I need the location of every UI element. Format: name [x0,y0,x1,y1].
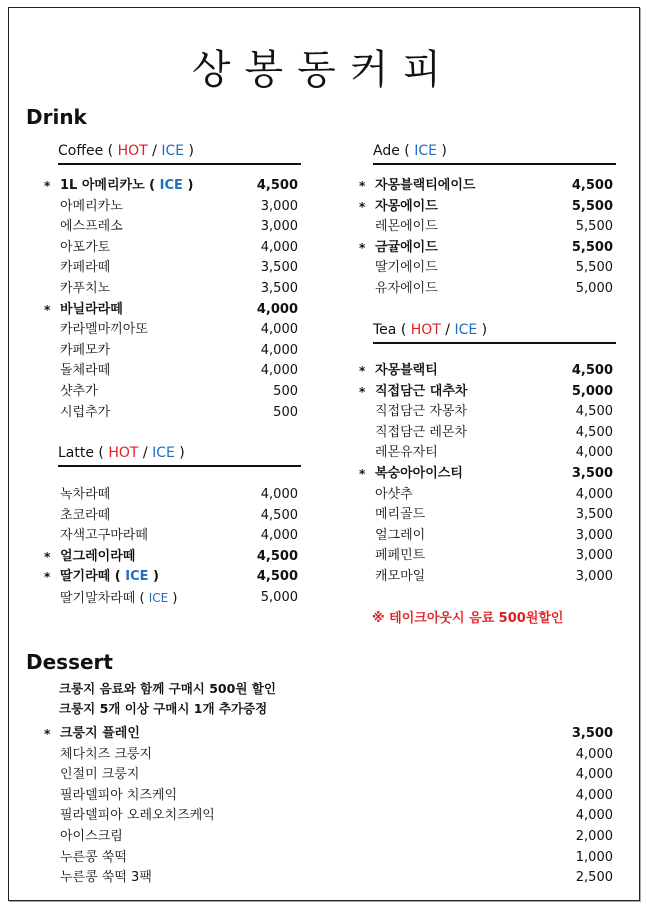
menu-item-row [44,485,298,505]
item-price: 3,000 [575,569,613,584]
item-price: 3,000 [260,198,298,214]
item-price: 4,000 [260,322,298,338]
item-name: 시럽추가 [60,404,111,420]
item-name-wrap [375,485,413,505]
item-name-wrap [60,320,148,340]
item-name: 누른콩 쑥떡 [60,849,127,865]
item-name: 자몽블랙티에이드 [375,178,476,193]
item-name: 1L 아메리카노 [60,178,145,193]
item-name-wrap [60,806,215,826]
item-name-wrap [60,217,123,237]
menu-item-row [359,176,613,196]
item-price: 4,000 [260,239,298,255]
item-name: 카페모카 [60,342,111,358]
item-name-wrap [60,786,177,806]
recommended-mark: * [44,302,51,317]
item-price: 3,500 [260,260,298,276]
item-price: 2,000 [575,829,613,844]
ade-subheading: Ade ( ICE ) [373,143,616,165]
item-name-wrap [60,848,127,868]
item-price: 1,000 [575,849,613,865]
menu-item-row [44,403,298,423]
menu-item-row [44,526,298,546]
item-price: 3,500 [575,507,613,523]
item-name-wrap [375,423,467,443]
coffee-subheading: Coffee ( HOT / ICE ) [58,143,301,165]
item-price: 4,000 [575,746,613,762]
item-name-wrap [60,547,135,567]
menu-item-row [44,506,298,526]
menu-item-row [359,402,613,422]
item-name: 초코라떼 [60,507,111,523]
dessert-heading: Dessert [26,650,113,674]
menu-item-row [359,505,613,525]
item-name: 캐모마일 [375,569,426,584]
item-name-wrap [60,341,110,361]
item-price: 4,000 [575,767,613,783]
menu-item-row [44,567,298,587]
item-name: 에스프레소 [60,219,123,235]
tea-subheading: Tea ( HOT / ICE ) [373,322,616,344]
item-name-wrap [60,868,152,888]
item-price: 3,500 [260,281,298,296]
recommended-mark: * [359,384,366,399]
item-name-wrap [375,382,467,402]
item-price: 4,500 [260,507,298,523]
item-price: 3,500 [571,466,613,481]
item-name-wrap [60,197,123,217]
item-price: 5,500 [571,198,613,214]
item-name-wrap [375,258,438,278]
item-name: 녹차라떼 [60,487,111,502]
menu-item-row [44,745,613,765]
item-name: 직접담근 레몬차 [375,424,468,440]
item-price: 4,000 [575,787,613,803]
item-name: 아포가토 [60,239,111,255]
item-name-wrap [60,765,139,785]
item-name-wrap [60,361,110,381]
menu-item-row [44,868,613,888]
item-price: 4,000 [260,363,298,379]
menu-item-row [359,382,613,402]
item-name: 체다치즈 크룽지 [60,746,153,762]
item-name: 복숭아아이스티 [375,466,463,481]
item-price: 4,000 [260,487,298,502]
item-name: 카푸치노 [60,281,111,296]
item-name-wrap [60,526,148,546]
menu-item-row [359,443,613,463]
menu-item-row [44,279,298,299]
item-name: 직접담근 자몽차 [375,404,468,420]
item-name: 유자에이드 [375,281,438,296]
item-name-wrap [375,546,425,566]
page-title: 상봉동커피 [191,47,456,93]
menu-item-row [44,217,298,237]
recommended-mark: * [359,364,366,378]
item-name: 금귤에이드 [375,239,438,255]
menu-item-row [44,238,298,258]
item-price: 4,500 [575,424,613,440]
menu-item-row [359,567,613,587]
item-price: 500 [273,404,298,420]
item-name-wrap: 딸기말차라떼 ( ICE ) [60,591,178,606]
item-name: 아샷추 [375,486,413,502]
menu-item-row [44,806,613,826]
item-name-wrap [60,300,123,320]
item-price: 4,000 [575,445,613,461]
item-price: 4,000 [260,528,298,544]
item-name: 레몬유자티 [375,445,438,461]
item-name-wrap [60,506,110,526]
menu-item-row [359,197,613,217]
menu-item-row [44,786,613,806]
menu-item-row [44,197,298,217]
menu-item-row [359,361,613,381]
menu-item-row [44,258,298,278]
item-name-wrap [60,382,98,402]
item-name: 직접담근 대추차 [375,383,468,399]
item-name: 자몽블랙티 [375,363,438,378]
recommended-mark: * [359,199,366,214]
recommended-mark: * [44,570,51,585]
item-name: 자몽에이드 [375,198,438,214]
item-price: 5,500 [575,260,613,276]
item-price: 4,000 [575,808,613,824]
recommended-mark: * [44,727,51,741]
item-name: 자색고구마라떼 [60,528,148,544]
item-name-wrap: 딸기라떼 ( ICE ) [60,569,159,585]
item-price: 4,500 [571,363,613,378]
item-name-wrap [375,443,438,463]
menu-item-row [44,300,298,320]
item-name: 딸기라떼 [60,569,111,585]
item-price: 4,000 [260,342,298,358]
item-name: 딸기에이드 [375,260,438,276]
item-name-wrap [375,197,438,217]
ice-tag: ICE [148,591,169,605]
item-price: 3,000 [575,548,613,564]
item-name-wrap [60,745,152,765]
item-name: 카라멜마끼아또 [60,322,148,338]
item-name-wrap [60,258,110,278]
item-name: 메리골드 [375,507,426,523]
item-name: 카페라떼 [60,260,111,276]
item-name-wrap [375,505,425,525]
item-name-wrap [60,827,123,847]
recommended-mark: * [359,179,366,193]
item-price: 3,000 [260,219,298,235]
drink-heading: Drink [26,105,87,129]
item-name-wrap [375,217,438,237]
item-name-wrap [375,464,463,484]
item-name-wrap [60,724,140,744]
menu-item-row [359,464,613,484]
menu-item-row [44,320,298,340]
item-price: 4,000 [256,301,298,317]
item-name: 필라델피아 오레오치즈케익 [60,808,215,824]
item-name-wrap [60,279,110,299]
menu-item-row [359,546,613,566]
item-name: 딸기말차라떼 [60,591,136,606]
menu-item-row [44,382,298,402]
takeout-note: ※ 테이크아웃시 음료 500원할인 [372,611,564,626]
menu-item-row [359,217,613,237]
item-name: 크룽지 플레인 [60,726,140,741]
item-name-wrap [375,361,438,381]
item-name-wrap [375,567,425,587]
menu-item-row [44,827,613,847]
item-price: 4,500 [256,178,298,193]
ice-tag: ICE [159,178,183,193]
item-price: 5,000 [260,590,298,605]
item-name-wrap: 1L 아메리카노 ( ICE ) [60,178,194,193]
item-name-wrap [375,526,425,546]
menu-item-row [359,526,613,546]
item-price: 4,500 [571,178,613,193]
menu-item-row [359,258,613,278]
menu-item-row [44,176,298,196]
item-price: 5,000 [575,281,613,296]
item-name: 레몬에이드 [375,219,438,235]
item-name: 인절미 크룽지 [60,767,140,783]
item-name: 페페민트 [375,548,426,564]
item-name-wrap [60,403,110,423]
item-name: 필라델피아 치즈케익 [60,787,178,803]
item-name-wrap [375,176,475,196]
item-name: 아이스크림 [60,829,123,844]
menu-item-row [44,848,613,868]
menu-item-row [359,485,613,505]
item-name-wrap [375,238,438,258]
item-price: 5,000 [571,383,613,399]
item-price: 4,500 [256,548,298,564]
menu-item-row [359,423,613,443]
item-name-wrap [60,238,110,258]
menu-item-row [44,341,298,361]
menu-item-row [44,361,298,381]
item-price: 4,500 [575,404,613,420]
dessert-note: 크룽지 음료와 함께 구매시 500원 할인 [59,681,276,696]
menu-item-row [359,279,613,299]
item-price: 4,000 [575,486,613,502]
item-price: 5,500 [571,239,613,255]
item-price: 500 [273,384,298,399]
item-name: 돌체라떼 [60,363,111,379]
recommended-mark: * [359,240,366,255]
item-name: 누른콩 쑥떡 3팩 [60,870,152,886]
item-name: 바닐라라떼 [60,301,123,317]
recommended-mark: * [359,467,366,481]
item-name-wrap [375,279,438,299]
menu-item-row [44,724,613,744]
recommended-mark: * [44,179,51,193]
menu-item-row [359,238,613,258]
item-price: 4,500 [256,569,298,585]
item-name-wrap [60,485,110,505]
menu-item-row [44,588,298,608]
dessert-note: 크룽지 5개 이상 구매시 1개 추가증정 [59,701,268,716]
item-name: 얼그레이 [375,527,426,543]
item-name: 샷추가 [60,384,98,399]
item-name-wrap [375,402,467,422]
menu-item-row [44,765,613,785]
item-name: 얼그레이라떼 [60,548,136,564]
item-name: 아메리카노 [60,198,123,214]
item-price: 2,500 [575,870,613,886]
item-price: 3,000 [575,527,613,543]
latte-subheading: Latte ( HOT / ICE ) [58,445,301,467]
menu-item-row [44,547,298,567]
item-price: 5,500 [575,219,613,235]
item-price: 3,500 [571,726,613,741]
ice-tag: ICE [125,569,149,585]
recommended-mark: * [44,549,51,564]
